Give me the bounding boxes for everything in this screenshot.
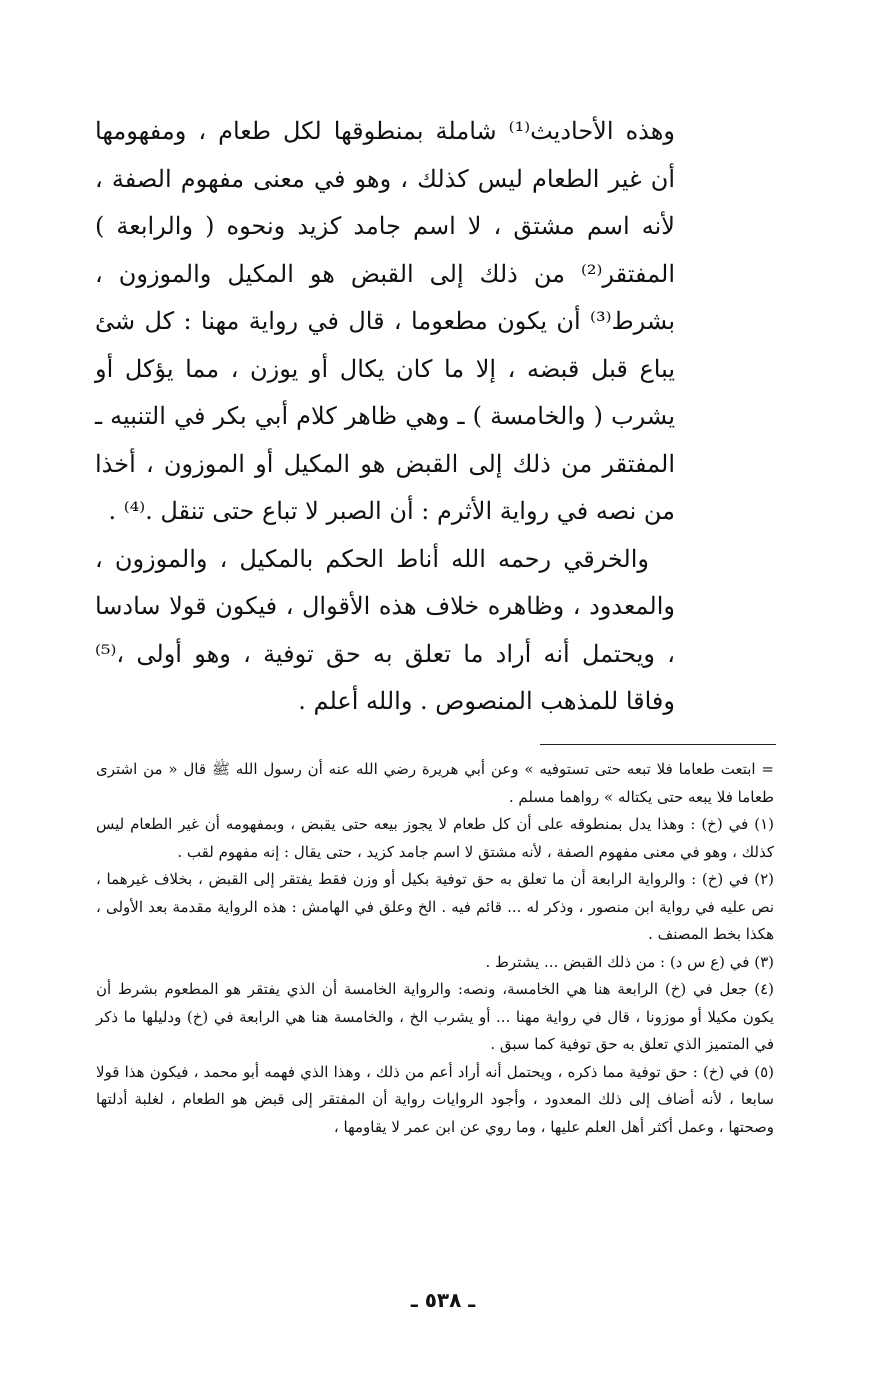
footnote-5: (٥) في (خ) : حق توفية مما ذكره ، ويحتمل أنه أراد أعم من ذلك ، وهذا الذي فهمه أبو محمد ، فيكون هذا قولا سابعا ، لأنه أضاف إلى ذلك المعدود ، وأجود الروايات رواية أن المفتقر إلى قبض هو الطعام ، لغلبة أدلتها وصحتها ، وعمل أكثر أهل العلم عليها ، وما روي عن ابن عمر لا يقاومها ، <box>96 1062 774 1136</box>
footnote-4: (٤) جعل في (خ) الرابعة هنا هي الخامسة، ونصه: والرواية الخامسة أن الذي يفتقر هو المطعوم بشرط أن يكون مكيلا أو موزونا ، قال في رواية مهنا ... أو يشرب الخ ، والخامسة هنا هي الرابعة في (خ) ودليلها ما ذكر في المتميز الذي تعلق به حق توفية كما سبق . <box>96 980 774 1053</box>
footnote-2: (٢) في (خ) : والرواية الرابعة أن ما تعلق به حق توفية بكيل أو وزن فقط يفتقر إلى القبض ، بخلاف غيرهما ، نص عليه في رواية ابن منصور ، وذكر له ... قائم فيه . الخ وعلق في الهامش : هذه الرواية مقدمة بعد الأولى ، هكذا بخط المصنف . <box>96 870 774 943</box>
footnote-3: (٣) في (ع س د) : من ذلك القبض ... يشترط . <box>485 952 774 971</box>
main-paragraph-2: والخرقي رحمه الله أناط الحكم بالمكيل ، والموزون ، والمعدود ، وظاهره خلاف هذه الأقوال ، فيكون قولا سادسا ، ويحتمل أنه أراد ما تعلق به حق توفية ، وهو أولى ،⁽⁵⁾ وفاقا للمذهب المنصوص . والله أعلم . <box>95 544 675 715</box>
main-paragraph-1: وهذه الأحاديث⁽¹⁾ شاملة بمنطوقها لكل طعام ، ومفهومها أن غير الطعام ليس كذلك ، وهو في معنى مفهوم الصفة ، لأنه اسم مشتق ، لا اسم جامد كزيد ونحوه ( والرابعة ) المفتقر⁽²⁾ من ذلك إلى القبض هو المكيل والموزون ، بشرط⁽³⁾ أن يكون مطعوما ، قال في رواية مهنا : كل شئ يباع قبل قبضه ، إلا ما كان يكال أو يوزن ، مما يؤكل أو يشرب ( والخامسة ) ـ وهي ظاهر كلام أبي بكر في التنبيه ـ المفتقر من ذلك إلى القبض هو المكيل أو الموزون ، أخذا من نصه في رواية الأثرم : أن الصبر لا تباع حتى تنقل .⁽⁴⁾ . <box>95 117 675 525</box>
footnotes-section <box>96 756 774 1141</box>
footnote-continuation: = ابتعت طعاما فلا تبعه حتى تستوفيه » وعن أبي هريرة رضي الله عنه أن رسول الله ﷺ قال « من اشترى طعاما فلا يبعه حتى يكتاله » رواهما مسلم . <box>96 760 774 806</box>
page-number: ـ ٥٣٨ ـ <box>410 1288 476 1312</box>
main-text-body <box>95 108 675 726</box>
footnote-divider <box>540 744 776 745</box>
footnote-1: (١) في (خ) : وهذا يدل بمنطوقه على أن كل طعام لا يجوز بيعه حتى يقبض ، وبمفهومه أن غير الطعام ليس كذلك ، وهو في معنى مفهوم الصفة ، لأنه مشتق لا اسم جامد كزيد ، حتى يقال : إنه مفهوم لقب . <box>96 815 774 861</box>
